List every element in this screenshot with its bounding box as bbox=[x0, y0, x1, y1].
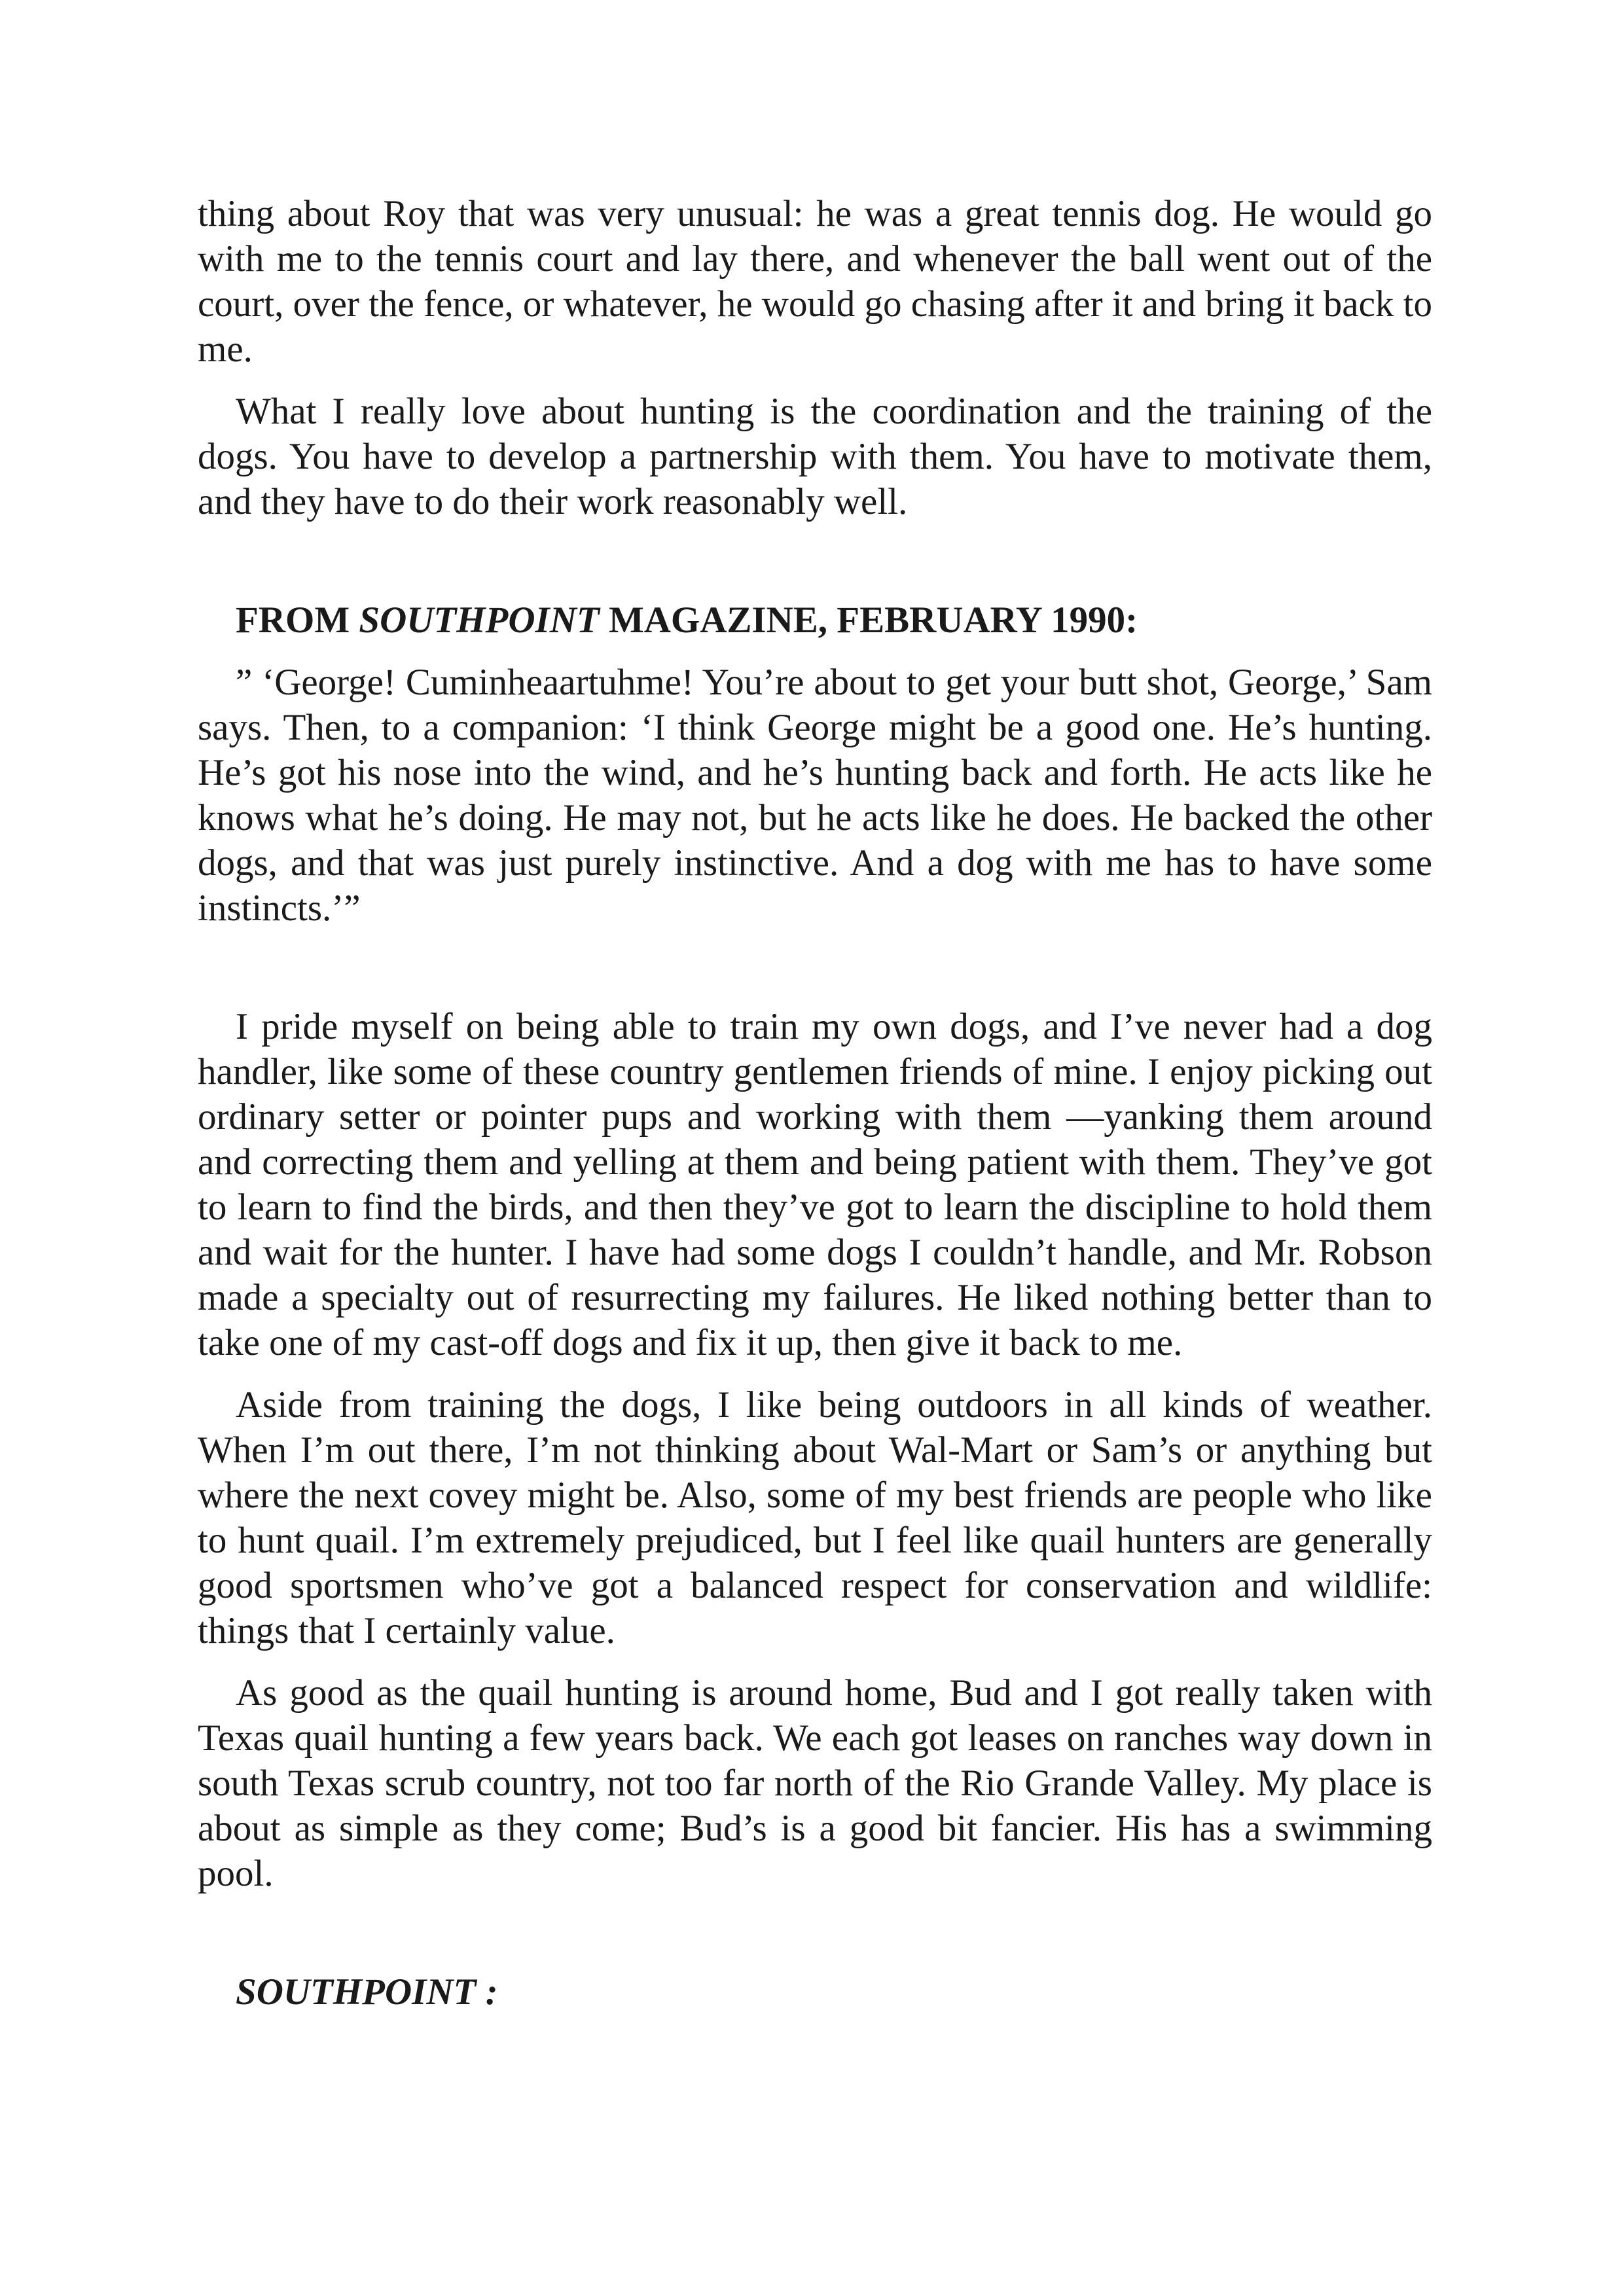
section-heading-southpoint: SOUTHPOINT : bbox=[236, 1971, 498, 2013]
paragraph-texas-quail: As good as the quail hunting is around home, Bud and I got really taken with Texas quail hunting a few years back. We each got leases on ranches way down in south Texas scrub country, not too far north of the Rio Grande Valley. My place is about as simple as they come; Bud’s is a good bit fancier. His has a swimming pool. bbox=[198, 1672, 1432, 1894]
section-heading-southpoint-feb-1990 bbox=[198, 598, 1432, 643]
heading-suffix: MAGAZINE, FEBRUARY 1990: bbox=[599, 600, 1138, 641]
paragraph-outdoors: Aside from training the dogs, I like being outdoors in all kinds of weather. When I’m out there, I’m not thinking about Wal-Mart or Sam’s or anything but where the next covey might be. Also, some of my best friends are people who like to hunt quail. I’m extremely prejudiced, but I feel like quail hunters are generally good sportsmen who’ve got a balanced respect for conservation and wildlife: things that I certainly value. bbox=[198, 1384, 1432, 1651]
paragraph-hunting-coordination: What I really love about hunting is the coordination and the training of the dogs. You have to develop a partnership with them. You have to motivate them, and they have to do their work reasonably well. bbox=[198, 391, 1432, 522]
paragraph-roy-tennis: thing about Roy that was very unusual: he was a great tennis dog. He would go with me to the tennis court and lay there, and whenever the ball went out of the court, over the fence, or whatever, he would go chasing after it and bring it back to me. bbox=[198, 193, 1432, 370]
paragraph-train-dogs: I pride myself on being able to train my own dogs, and I’ve never had a dog handler, like some of these country gentlemen friends of mine. I enjoy picking out ordinary setter or pointer pups and working with them —yanking them around and correcting them and yelling at them and being patient with them. They’ve got to learn to find the birds, and then they’ve got to learn the discipline to hold them and wait for the hunter. I have had some dogs I couldn’t handle, and Mr. Robson made a specialty out of resurrecting my failures. He liked nothing better than to take one of my cast-off dogs and fix it up, then give it back to me. bbox=[198, 1006, 1432, 1363]
page-body bbox=[198, 191, 1432, 2015]
heading-magazine-name: SOUTHPOINT bbox=[359, 600, 600, 641]
paragraph-quote-george: ” ‘George! Cuminheaartuhme! You’re about to get your butt shot, George,’ Sam says. Then, to a companion: ‘I think George might be a good one. He’s hunting. He’s got his nose into the wind, and he’s hunting back and forth. He acts like he knows what he’s doing. He may not, but he acts like he does. He backed the other dogs, and that was just purely instinctive. And a dog with me has to have some instincts.’” bbox=[198, 662, 1432, 929]
heading-prefix: FROM bbox=[236, 600, 359, 641]
